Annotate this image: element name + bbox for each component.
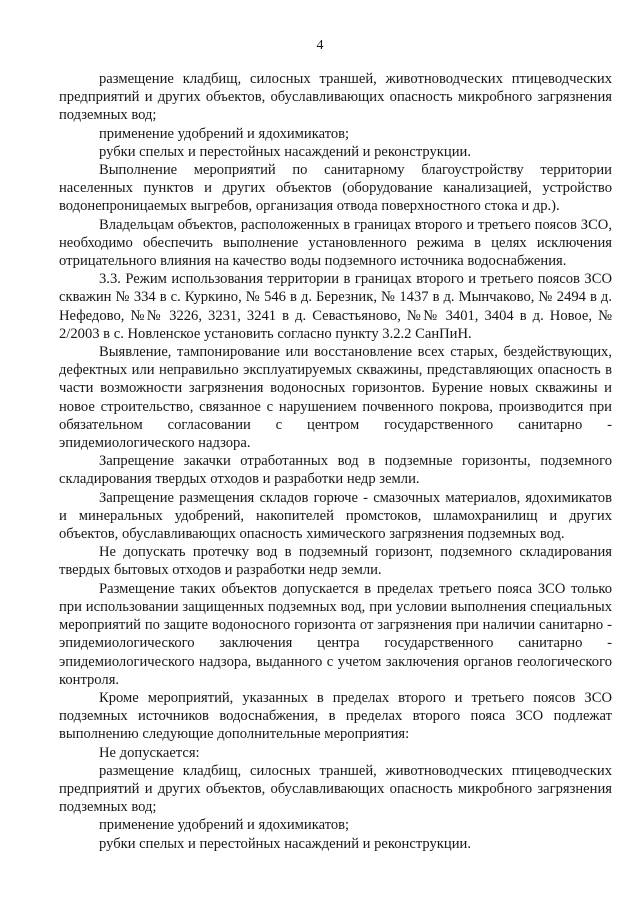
paragraph: Запрещение закачки отработанных вод в подземные горизонты, подземного складирования твердых отходов и разработки недр земли. <box>59 453 612 488</box>
paragraph: применение удобрений и ядохимикатов; <box>99 125 350 142</box>
paragraph: Не допускается: <box>99 744 200 761</box>
paragraph: рубки спелых и перестойных насаждений и реконструкции. <box>99 835 471 852</box>
paragraph: Кроме мероприятий, указанных в пределах второго и третьего поясов ЗСО подземных источников водоснабжения, в пределах второго пояса ЗСО подлежат выполнению следующие дополнительные мероприятия: <box>59 689 612 743</box>
paragraph: 3.3. Режим использования территории в границах второго и третьего поясов ЗСО скважин № 334 в с. Куркино, № 546 в д. Березник, № 1437 в д. Мынчаково, № 2494 в д. Нефедово, №№ 3226, 3231, 3241 в д. Севастьяново, №№ 3401, 3404 в д. Новое, № 2/2003 в с. Новленское установить согласно пункту 3.2.2 СанПиН. <box>59 271 612 342</box>
paragraph: Выполнение мероприятий по санитарному благоустройству территории населенных пунктов и других объектов (оборудование канализацией, устройство водонепроницаемых выгребов, организация отвода поверхностного стока и др.). <box>59 162 612 215</box>
paragraph: рубки спелых и перестойных насаждений и реконструкции. <box>99 143 471 160</box>
paragraph: размещение кладбищ, силосных траншей, животноводческих птицеводческих предприятий и других объектов, обуславливающих опасность микробного загрязнения подземных вод; <box>59 71 612 124</box>
paragraph: Владельцам объектов, расположенных в границах второго и третьего поясов ЗСО, необходимо обеспечить выполнение установленного режима в целях исключения отрицательного влияния на качество воды подземного источника водоснабжения. <box>59 216 612 270</box>
page-number: 4 <box>316 38 324 53</box>
paragraph: размещение кладбищ, силосных траншей, животноводческих птицеводческих предприятий и других объектов, обуславливающих опасность микробного загрязнения подземных вод; <box>59 762 612 816</box>
paragraph: Выявление, тампонирование или восстановление всех старых, бездействующих, дефектных или неправильно эксплуатируемых скважины, представляющих опасность в части возможности загрязнения водоносных горизонтов. Бурение новых скважины и новое строительство, связанное с нарушением почвенного покрова, производится при обязательном согласовании с центром государственного санитарно - эпидемиологического надзора. <box>59 344 612 452</box>
paragraph: Запрещение размещения складов горюче - смазочных материалов, ядохимикатов и минеральных удобрений, накопителей промстоков, шламохранилищ и других объектов, обуславливающих опасность химического загрязнения подземных вод. <box>59 489 612 543</box>
paragraph: Размещение таких объектов допускается в пределах третьего пояса ЗСО только при использовании защищенных подземных вод, при условии выполнения специальных мероприятий по защите водоносного горизонта от загрязнения при наличии санитарно - эпидемиологического заключения центра государственного санитарно - эпидемиологического надзора, выданного с учетом заключения органов геологического контроля. <box>59 580 612 688</box>
paragraph: применение удобрений и ядохимикатов; <box>99 817 350 834</box>
paragraph: Не допускать протечку вод в подземный горизонт, подземного складирования твердых бытовых отходов и разработки недр земли. <box>59 544 612 579</box>
document-body <box>59 70 612 853</box>
